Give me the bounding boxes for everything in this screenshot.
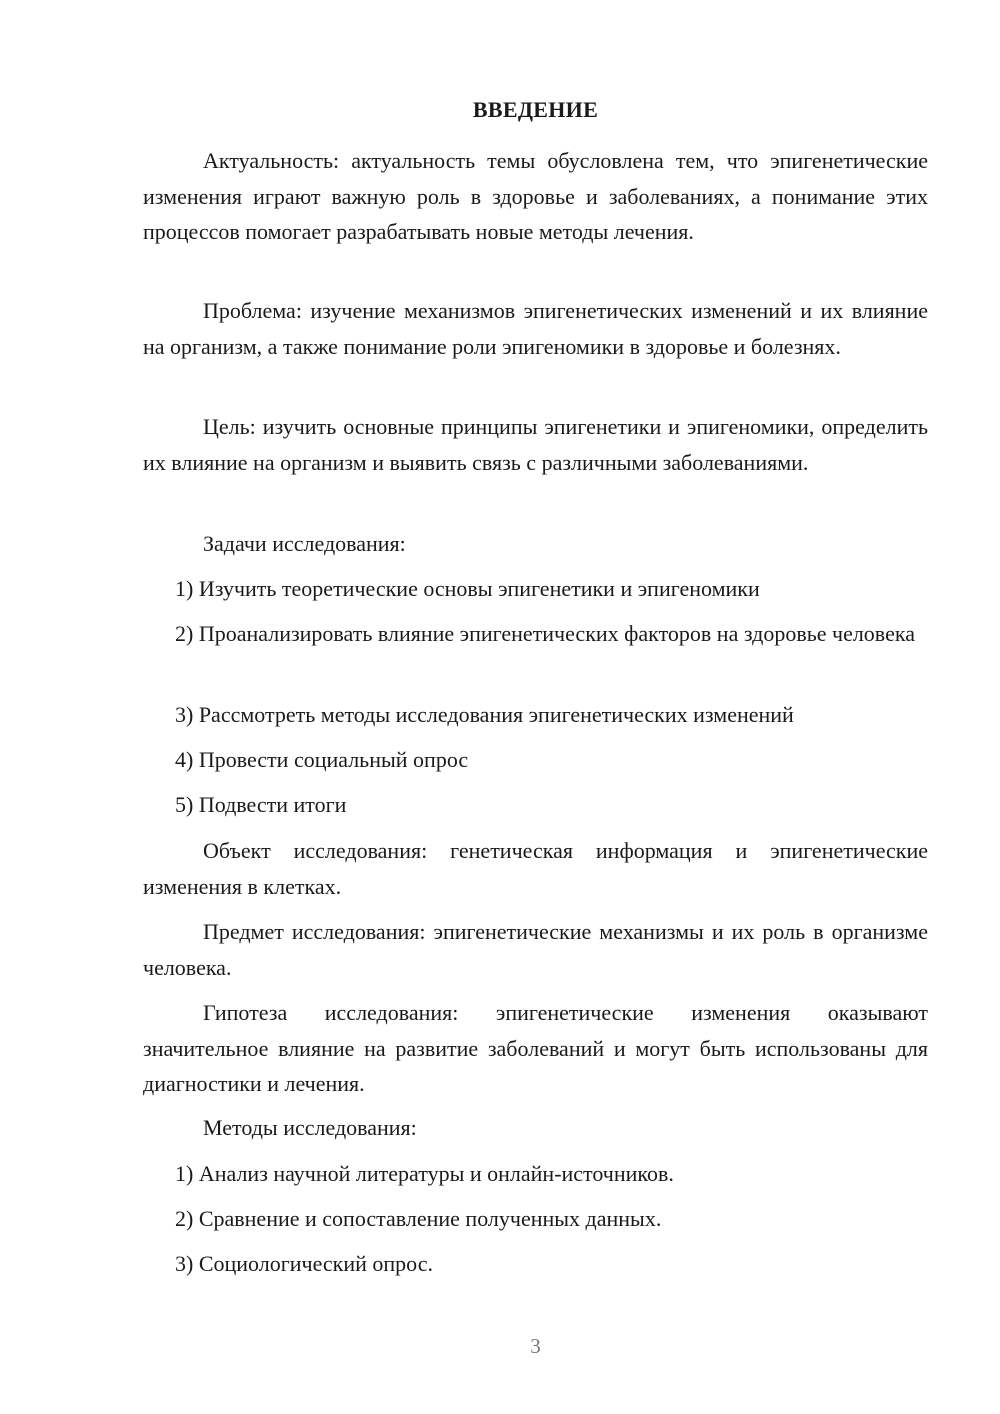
methods-heading: Методы исследования: <box>203 1115 417 1140</box>
method-item-3: 3) Социологический опрос. <box>175 1251 433 1276</box>
subject-paragraph: Предмет исследования: эпигенетические механизмы и их роль в организме человека. <box>143 919 928 980</box>
task-item-5: 5) Подвести итоги <box>175 792 347 817</box>
task-item-3: 3) Рассмотреть методы исследования эпигенетических изменений <box>175 702 794 727</box>
page-title: ВВЕДЕНИЕ <box>472 97 599 122</box>
tasks-heading: Задачи исследования: <box>203 531 406 556</box>
method-item-1: 1) Анализ научной литературы и онлайн-источников. <box>175 1161 674 1186</box>
relevance-paragraph: Актуальность: актуальность темы обусловлена тем, что эпигенетические изменения играют важную роль в здоровье и заболеваниях, а понимание этих процессов помогает разрабатывать новые методы лечения. <box>143 148 928 244</box>
task-item-2: 2) Проанализировать влияние эпигенетических факторов на здоровье человека <box>175 621 915 646</box>
task-item-4: 4) Провести социальный опрос <box>175 747 469 772</box>
object-paragraph: Объект исследования: генетическая информация и эпигенетические изменения в клетках. <box>143 838 928 899</box>
document-page <box>143 0 928 1414</box>
page-number: 3 <box>530 1334 541 1358</box>
method-item-2: 2) Сравнение и сопоставление полученных данных. <box>175 1206 662 1231</box>
hypothesis-paragraph: Гипотеза исследования: эпигенетические изменения оказывают значительное влияние на развитие заболеваний и могут быть использованы для диагностики и лечения. <box>143 1000 928 1096</box>
problem-paragraph: Проблема: изучение механизмов эпигенетических изменений и их влияние на организм, а также понимание роли эпигеномики в здоровье и болезнях. <box>143 298 928 359</box>
task-item-1: 1) Изучить теоретические основы эпигенетики и эпигеномики <box>175 576 760 601</box>
goal-paragraph: Цель: изучить основные принципы эпигенетики и эпигеномики, определить их влияние на организм и выявить связь с различными заболеваниями. <box>143 414 928 475</box>
